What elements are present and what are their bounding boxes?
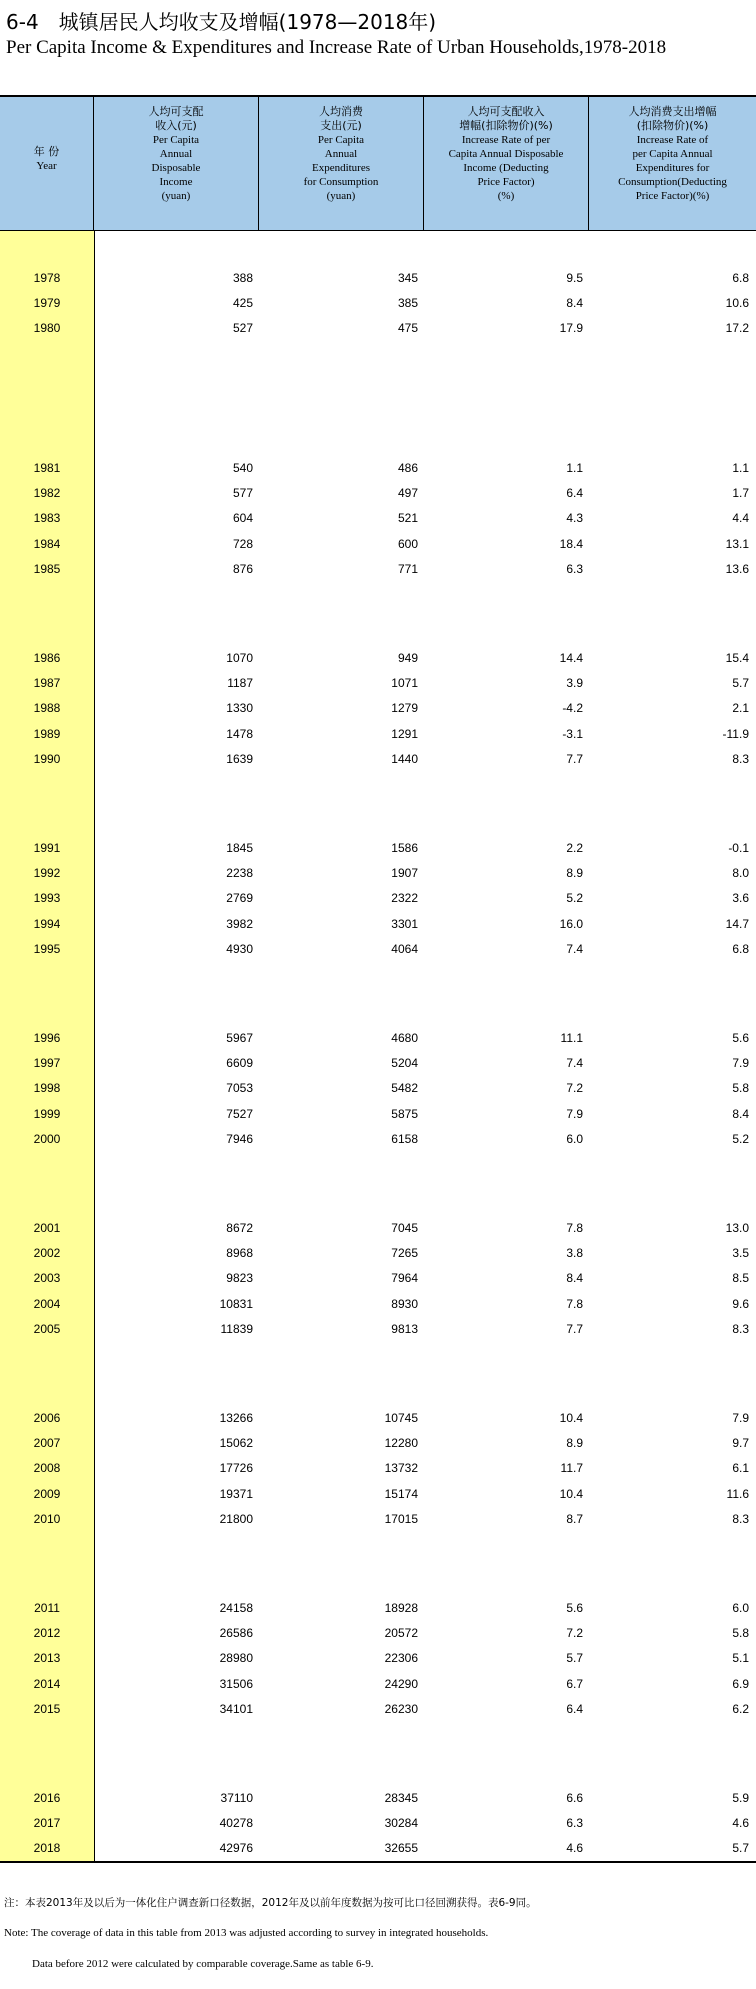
- cell-consumption: 17015: [384, 1511, 418, 1526]
- table-row: [0, 318, 756, 338]
- cell-expenditure-rate: 9.7: [732, 1436, 749, 1451]
- header-year-en: Year: [36, 160, 57, 172]
- data-table: [0, 95, 756, 1863]
- cell-year: 2017: [33, 1816, 61, 1831]
- cell-income-rate: 7.2: [566, 1081, 583, 1096]
- header-col2-en: Per Capita Annual Expenditures for Consumption (yuan): [303, 134, 379, 202]
- cell-expenditure-rate: 8.4: [732, 1106, 749, 1121]
- cell-income-rate: 6.7: [566, 1676, 583, 1691]
- table-row: [0, 1838, 756, 1858]
- cell-consumption: 1291: [391, 726, 418, 741]
- table-row: [0, 1813, 756, 1833]
- table-row: [0, 1674, 756, 1694]
- note-en-line2: Data before 2012 were calculated by comparable coverage.Same as table 6-9.: [32, 1958, 374, 1970]
- table-row: [0, 914, 756, 934]
- cell-expenditure-rate: 1.1: [732, 461, 749, 475]
- cell-income-rate: 7.4: [566, 941, 583, 956]
- cell-expenditure-rate: 6.1: [732, 1461, 749, 1476]
- cell-year: 1993: [33, 891, 61, 906]
- cell-disposable-income: 28980: [219, 1651, 253, 1666]
- cell-disposable-income: 31506: [219, 1676, 253, 1691]
- cell-income-rate: 9.5: [566, 271, 583, 285]
- table-row: [0, 293, 756, 313]
- cell-year: 2018: [33, 1841, 61, 1856]
- cell-expenditure-rate: 5.7: [732, 676, 749, 691]
- cell-year: 2009: [33, 1486, 61, 1501]
- cell-disposable-income: 8672: [226, 1221, 253, 1235]
- cell-consumption: 7045: [391, 1221, 418, 1235]
- cell-disposable-income: 17726: [219, 1461, 253, 1476]
- cell-consumption: 771: [397, 561, 418, 576]
- header-expenditure-increase-rate: [589, 97, 756, 230]
- cell-disposable-income: 40278: [219, 1816, 253, 1831]
- cell-year: 1997: [33, 1056, 61, 1071]
- header-col2-cn: 人均消费 支出(元): [319, 105, 363, 132]
- cell-expenditure-rate: 5.9: [732, 1791, 749, 1805]
- table-row: [0, 534, 756, 554]
- cell-year: 2012: [33, 1626, 61, 1641]
- table-row: [0, 1699, 756, 1719]
- header-col3-cn: 人均可支配收入 增幅(扣除物价)(%): [459, 105, 553, 132]
- table-row: [0, 1509, 756, 1529]
- cell-disposable-income: 876: [232, 561, 253, 576]
- cell-income-rate: 7.7: [566, 751, 583, 766]
- cell-year: 1998: [33, 1081, 61, 1096]
- cell-expenditure-rate: 3.5: [732, 1246, 749, 1261]
- cell-expenditure-rate: 13.0: [725, 1221, 749, 1235]
- table-row: [0, 939, 756, 959]
- cell-disposable-income: 2769: [226, 891, 253, 906]
- cell-expenditure-rate: 14.7: [725, 916, 749, 931]
- cell-income-rate: 8.4: [566, 1271, 583, 1286]
- cell-income-rate: -3.1: [562, 726, 583, 741]
- header-year-cn: 年 份: [33, 145, 60, 158]
- cell-consumption: 345: [397, 271, 418, 285]
- cell-expenditure-rate: 17.2: [725, 321, 749, 336]
- cell-year: 2003: [33, 1271, 61, 1286]
- cell-income-rate: 7.4: [566, 1056, 583, 1071]
- cell-year: 2016: [33, 1791, 61, 1805]
- cell-income-rate: 5.2: [566, 891, 583, 906]
- cell-consumption: 475: [397, 321, 418, 336]
- table-row: [0, 1484, 756, 1504]
- cell-income-rate: 11.1: [560, 1031, 583, 1045]
- cell-consumption: 28345: [384, 1791, 418, 1805]
- cell-expenditure-rate: 3.6: [732, 891, 749, 906]
- cell-disposable-income: 1639: [226, 751, 253, 766]
- cell-disposable-income: 2238: [226, 866, 253, 881]
- header-disposable-income: [94, 97, 259, 230]
- cell-disposable-income: 577: [232, 486, 253, 501]
- cell-year: 2010: [33, 1511, 61, 1526]
- table-row: [0, 458, 756, 478]
- cell-expenditure-rate: 6.8: [732, 271, 749, 285]
- cell-year: 1988: [33, 701, 61, 716]
- cell-disposable-income: 11839: [220, 1321, 253, 1336]
- table-row: [0, 1129, 756, 1149]
- cell-expenditure-rate: 7.9: [732, 1056, 749, 1071]
- cell-income-rate: 10.4: [559, 1411, 583, 1425]
- cell-expenditure-rate: 5.8: [732, 1081, 749, 1096]
- cell-consumption: 18928: [384, 1601, 418, 1615]
- header-col1-en: Per Capita Annual Disposable Income (yuan): [151, 134, 201, 202]
- cell-consumption: 5482: [391, 1081, 418, 1096]
- cell-income-rate: 17.9: [559, 321, 583, 336]
- cell-expenditure-rate: 10.6: [725, 296, 749, 311]
- cell-year: 1985: [33, 561, 61, 576]
- table-row: [0, 1458, 756, 1478]
- cell-income-rate: 6.6: [566, 1791, 583, 1805]
- cell-income-rate: 8.7: [566, 1511, 583, 1526]
- cell-year: 1995: [33, 941, 61, 956]
- cell-consumption: 600: [397, 536, 418, 551]
- cell-income-rate: 5.6: [566, 1601, 583, 1615]
- cell-disposable-income: 7527: [226, 1106, 253, 1121]
- table-row: [0, 1408, 756, 1428]
- table-row: [0, 673, 756, 693]
- cell-expenditure-rate: 5.2: [732, 1131, 749, 1146]
- cell-income-rate: 7.2: [566, 1626, 583, 1641]
- cell-income-rate: 8.9: [566, 1436, 583, 1451]
- cell-consumption: 2322: [391, 891, 418, 906]
- cell-disposable-income: 24158: [219, 1601, 253, 1615]
- table-row: [0, 749, 756, 769]
- cell-disposable-income: 37110: [220, 1791, 253, 1805]
- cell-consumption: 521: [397, 511, 418, 526]
- cell-disposable-income: 3982: [226, 916, 253, 931]
- table-row: [0, 724, 756, 744]
- cell-disposable-income: 4930: [226, 941, 253, 956]
- cell-year: 2001: [33, 1221, 61, 1235]
- cell-disposable-income: 1845: [226, 841, 253, 855]
- cell-consumption: 10745: [384, 1411, 418, 1425]
- cell-expenditure-rate: 13.1: [725, 536, 749, 551]
- cell-disposable-income: 13266: [219, 1411, 253, 1425]
- table-row: [0, 1268, 756, 1288]
- cell-consumption: 20572: [384, 1626, 418, 1641]
- cell-disposable-income: 34101: [219, 1701, 253, 1716]
- cell-consumption: 4680: [391, 1031, 418, 1045]
- cell-consumption: 1586: [391, 841, 418, 855]
- cell-year: 1984: [33, 536, 61, 551]
- cell-year: 1994: [33, 916, 61, 931]
- cell-expenditure-rate: 8.5: [732, 1271, 749, 1286]
- header-col1-cn: 人均可支配 收入(元): [148, 105, 204, 132]
- table-row: [0, 483, 756, 503]
- cell-year: 2014: [33, 1676, 61, 1691]
- cell-year: 1979: [33, 296, 61, 311]
- cell-disposable-income: 15062: [219, 1436, 253, 1451]
- cell-year: 2008: [33, 1461, 61, 1476]
- cell-consumption: 22306: [384, 1651, 418, 1666]
- cell-disposable-income: 10831: [219, 1296, 253, 1311]
- table-row: [0, 1078, 756, 1098]
- cell-expenditure-rate: 13.6: [725, 561, 749, 576]
- table-row: [0, 1294, 756, 1314]
- cell-consumption: 24290: [384, 1676, 418, 1691]
- table-header: [0, 97, 756, 231]
- cell-expenditure-rate: -11.9: [722, 726, 749, 741]
- cell-income-rate: 7.7: [566, 1321, 583, 1336]
- cell-consumption: 4064: [391, 941, 418, 956]
- table-row: [0, 1218, 756, 1238]
- cell-consumption: 1907: [391, 866, 418, 881]
- table-row: [0, 1243, 756, 1263]
- cell-income-rate: 2.2: [566, 841, 583, 855]
- table-row: [0, 1433, 756, 1453]
- table-row: [0, 1319, 756, 1339]
- cell-consumption: 1071: [391, 676, 418, 691]
- cell-consumption: 486: [397, 461, 418, 475]
- cell-expenditure-rate: 4.6: [732, 1816, 749, 1831]
- cell-income-rate: 7.9: [566, 1106, 583, 1121]
- cell-income-rate: 14.4: [559, 651, 583, 665]
- cell-year: 2005: [33, 1321, 61, 1336]
- table-row: [0, 1028, 756, 1048]
- cell-year: 2015: [33, 1701, 61, 1716]
- cell-income-rate: 8.4: [566, 296, 583, 311]
- cell-income-rate: 4.3: [566, 511, 583, 526]
- cell-year: 2011: [34, 1601, 60, 1615]
- cell-income-rate: 7.8: [566, 1221, 583, 1235]
- cell-income-rate: 1.1: [566, 461, 583, 475]
- cell-disposable-income: 5967: [226, 1031, 253, 1045]
- table-title-en: Per Capita Income & Expenditures and Increase Rate of Urban Households,1978-2018: [6, 37, 667, 58]
- cell-disposable-income: 1187: [227, 676, 253, 691]
- cell-consumption: 7265: [391, 1246, 418, 1261]
- cell-income-rate: 18.4: [559, 536, 583, 551]
- cell-disposable-income: 26586: [219, 1626, 253, 1641]
- cell-expenditure-rate: 6.8: [732, 941, 749, 956]
- cell-income-rate: 6.3: [566, 1816, 583, 1831]
- header-col4-en: Increase Rate of per Capita Annual Expenditures for Consumption(Deducting Price Factor)(%): [618, 134, 727, 202]
- cell-income-rate: 5.7: [566, 1651, 583, 1666]
- note-en-line1: Note: The coverage of data in this table from 2013 was adjusted according to survey in integrated households.: [4, 1927, 489, 1939]
- cell-disposable-income: 6609: [226, 1056, 253, 1071]
- header-consumption-expenditure: [259, 97, 424, 230]
- cell-year: 2013: [33, 1651, 61, 1666]
- cell-consumption: 15174: [384, 1486, 418, 1501]
- cell-consumption: 32655: [384, 1841, 418, 1856]
- table-row: [0, 268, 756, 288]
- cell-income-rate: 3.9: [566, 676, 583, 691]
- cell-expenditure-rate: 6.2: [732, 1701, 749, 1716]
- cell-consumption: 8930: [391, 1296, 418, 1311]
- cell-expenditure-rate: 6.0: [732, 1601, 749, 1615]
- cell-year: 1987: [33, 676, 61, 691]
- table-row: [0, 508, 756, 528]
- cell-expenditure-rate: 5.8: [732, 1626, 749, 1641]
- cell-expenditure-rate: 2.1: [732, 701, 749, 716]
- cell-disposable-income: 9823: [226, 1271, 253, 1286]
- cell-income-rate: 8.9: [566, 866, 583, 881]
- header-income-increase-rate: [424, 97, 589, 230]
- cell-income-rate: 6.4: [566, 1701, 583, 1716]
- header-col4-cn: 人均消费支出增幅 (扣除物价)(%): [628, 105, 717, 132]
- cell-year: 1980: [33, 321, 61, 336]
- cell-consumption: 1440: [391, 751, 418, 766]
- cell-year: 2007: [33, 1436, 61, 1451]
- cell-year: 1983: [33, 511, 61, 526]
- cell-year: 1992: [33, 866, 61, 881]
- cell-consumption: 497: [397, 486, 418, 501]
- cell-year: 1989: [33, 726, 61, 741]
- table-row: [0, 888, 756, 908]
- cell-consumption: 5875: [391, 1106, 418, 1121]
- table-row: [0, 838, 756, 858]
- cell-income-rate: 4.6: [566, 1841, 583, 1856]
- cell-year: 1999: [33, 1106, 61, 1121]
- cell-year: 1996: [33, 1031, 61, 1045]
- cell-expenditure-rate: 5.1: [732, 1651, 749, 1666]
- cell-income-rate: 6.3: [566, 561, 583, 576]
- cell-consumption: 5204: [391, 1056, 418, 1071]
- cell-year: 1990: [33, 751, 61, 766]
- cell-consumption: 6158: [391, 1131, 418, 1146]
- cell-year: 2000: [33, 1131, 61, 1146]
- table-row: [0, 648, 756, 668]
- cell-disposable-income: 19371: [219, 1486, 253, 1501]
- cell-disposable-income: 425: [232, 296, 253, 311]
- cell-disposable-income: 1330: [226, 701, 253, 716]
- cell-expenditure-rate: 8.3: [732, 751, 749, 766]
- cell-consumption: 30284: [384, 1816, 418, 1831]
- cell-consumption: 385: [397, 296, 418, 311]
- cell-year: 1986: [33, 651, 61, 665]
- cell-disposable-income: 8968: [226, 1246, 253, 1261]
- cell-year: 2004: [33, 1296, 61, 1311]
- cell-expenditure-rate: 8.0: [732, 866, 749, 881]
- cell-income-rate: 6.0: [566, 1131, 583, 1146]
- cell-year: 2002: [33, 1246, 61, 1261]
- note-cn: 注：本表2013年及以后为一体化住户调查新口径数据，2012年及以前年度数据为按可比口径回溯获得。表6-9同。: [4, 1897, 537, 1909]
- table-title-cn: 6-4 城镇居民人均收支及增幅(1978—2018年): [6, 10, 437, 34]
- cell-consumption: 7964: [391, 1271, 418, 1286]
- table-row: [0, 559, 756, 579]
- cell-disposable-income: 7946: [226, 1131, 253, 1146]
- header-col3-en: Increase Rate of per Capita Annual Disposable Income (Deducting Price Factor) (%): [448, 134, 564, 202]
- table-row: [0, 698, 756, 718]
- cell-consumption: 9813: [391, 1321, 418, 1336]
- cell-disposable-income: 1070: [226, 651, 253, 665]
- cell-consumption: 3301: [391, 916, 418, 931]
- cell-income-rate: -4.2: [562, 701, 583, 716]
- table-row: [0, 1598, 756, 1618]
- cell-consumption: 13732: [384, 1461, 418, 1476]
- table-row: [0, 1104, 756, 1124]
- cell-expenditure-rate: 5.6: [732, 1031, 749, 1045]
- cell-expenditure-rate: 8.3: [732, 1321, 749, 1336]
- table-row: [0, 1648, 756, 1668]
- cell-income-rate: 11.7: [560, 1461, 583, 1476]
- header-year: [0, 97, 94, 230]
- cell-expenditure-rate: 5.7: [732, 1841, 749, 1856]
- cell-year: 1978: [33, 271, 61, 285]
- cell-expenditure-rate: 6.9: [732, 1676, 749, 1691]
- table-row: [0, 863, 756, 883]
- cell-consumption: 26230: [384, 1701, 418, 1716]
- cell-income-rate: 16.0: [559, 916, 583, 931]
- cell-disposable-income: 21800: [219, 1511, 253, 1526]
- cell-expenditure-rate: 7.9: [732, 1411, 749, 1425]
- cell-disposable-income: 42976: [219, 1841, 253, 1856]
- cell-year: 2006: [33, 1411, 61, 1425]
- cell-consumption: 1279: [391, 701, 418, 716]
- table-row: [0, 1623, 756, 1643]
- cell-disposable-income: 604: [232, 511, 253, 526]
- cell-expenditure-rate: -0.1: [728, 841, 749, 855]
- cell-disposable-income: 388: [232, 271, 253, 285]
- cell-disposable-income: 540: [232, 461, 253, 475]
- cell-income-rate: 6.4: [566, 486, 583, 501]
- cell-consumption: 12280: [384, 1436, 418, 1451]
- cell-income-rate: 10.4: [559, 1486, 583, 1501]
- cell-disposable-income: 728: [232, 536, 253, 551]
- cell-disposable-income: 527: [232, 321, 253, 336]
- cell-year: 1991: [33, 841, 61, 855]
- cell-expenditure-rate: 11.6: [726, 1486, 749, 1501]
- cell-year: 1981: [33, 461, 61, 475]
- table-bottom-rule: [0, 1861, 756, 1863]
- cell-expenditure-rate: 8.3: [732, 1511, 749, 1526]
- cell-income-rate: 7.8: [566, 1296, 583, 1311]
- cell-consumption: 949: [397, 651, 418, 665]
- cell-disposable-income: 7053: [226, 1081, 253, 1096]
- cell-expenditure-rate: 9.6: [732, 1296, 749, 1311]
- cell-expenditure-rate: 1.7: [732, 486, 749, 501]
- cell-disposable-income: 1478: [226, 726, 253, 741]
- table-row: [0, 1053, 756, 1073]
- cell-expenditure-rate: 4.4: [732, 511, 749, 526]
- cell-expenditure-rate: 15.4: [725, 651, 749, 665]
- cell-income-rate: 3.8: [566, 1246, 583, 1261]
- cell-year: 1982: [33, 486, 61, 501]
- table-row: [0, 1788, 756, 1808]
